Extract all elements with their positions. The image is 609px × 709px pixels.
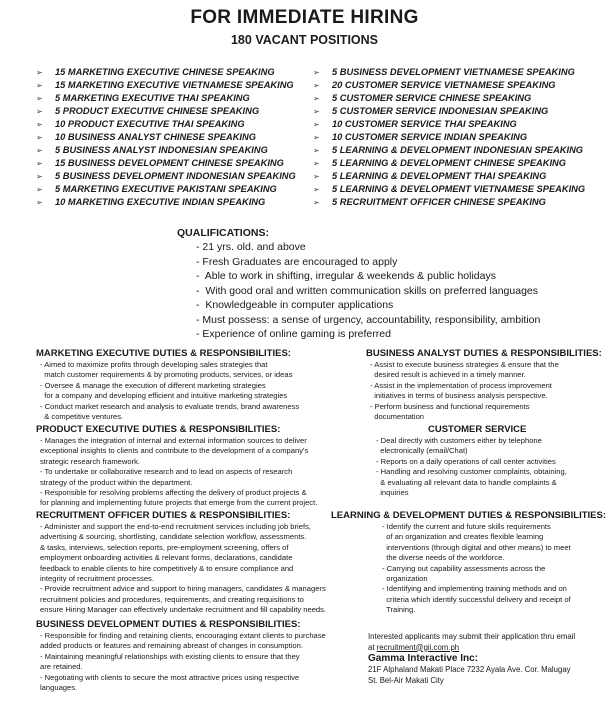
duty-line: match customer requirements & by promoting products, services, or ideas [40, 370, 293, 380]
learning-duties-list [382, 522, 571, 616]
duty-line: - Conduct market research and analysis to evaluate trends, brand awareness [40, 401, 300, 411]
duty-line: for a company and developing efficient and intuitive marketing strategies [40, 391, 288, 401]
qualification-item: - 21 yrs. old. and above [196, 241, 306, 253]
analyst-duties-list [370, 360, 559, 422]
learning-duties-title: LEARNING & DEVELOPMENT DUTIES & RESPONSIBILITIES: [331, 510, 606, 521]
position-label: 5 LEARNING & DEVELOPMENT THAI SPEAKING [332, 171, 547, 181]
position-item [313, 131, 603, 144]
position-label: 5 LEARNING & DEVELOPMENT VIETNAMESE SPEAKING [332, 184, 586, 194]
contact-block [368, 632, 575, 686]
duty-line: for planning and implementing future projects that emerge from the current project. [40, 498, 318, 508]
position-item [36, 79, 306, 92]
duty-line: the diverse needs of the workforce. [382, 553, 505, 563]
position-label: 5 BUSINESS DEVELOPMENT INDONESIAN SPEAKING [55, 171, 296, 181]
page-title: FOR IMMEDIATE HIRING [190, 7, 419, 28]
duty-line: - Manages the integration of internal and external information sources to deliver [40, 436, 307, 445]
duty-line: - Identify the current and future skills requirements [382, 522, 551, 531]
position-label: 10 BUSINESS ANALYST CHINESE SPEAKING [55, 132, 256, 142]
position-item [36, 131, 306, 144]
arrow-bullet-icon: ➢ [313, 68, 320, 77]
analyst-duties-title: BUSINESS ANALYST DUTIES & RESPONSIBILITIES: [366, 348, 602, 359]
duty-line: - Assist in the implementation of process improvement [370, 380, 552, 390]
position-label: 15 MARKETING EXECUTIVE VIETNAMESE SPEAKING [55, 80, 294, 90]
marketing-duties-title: MARKETING EXECUTIVE DUTIES & RESPONSIBILITIES: [36, 348, 291, 359]
address-line-2: St. Bel-Air Makati City [368, 675, 444, 685]
duty-line: recruitment policies and procedures, requirements, and creating requisitions to [40, 594, 304, 604]
position-item [36, 183, 306, 196]
arrow-bullet-icon: ➢ [313, 198, 320, 207]
arrow-bullet-icon: ➢ [313, 172, 320, 181]
arrow-bullet-icon: ➢ [36, 172, 43, 181]
position-item [36, 144, 306, 157]
arrow-bullet-icon: ➢ [313, 81, 320, 90]
position-label: 5 CUSTOMER SERVICE INDONESIAN SPEAKING [332, 106, 549, 116]
page-subtitle: 180 VACANT POSITIONS [230, 33, 379, 47]
position-label: 5 BUSINESS DEVELOPMENT VIETNAMESE SPEAKING [332, 67, 575, 77]
duty-line: - Negotiating with clients to secure the most attractive prices using respective [40, 672, 300, 682]
arrow-bullet-icon: ➢ [36, 94, 43, 103]
duty-line: strategy of the product within the department. [40, 477, 193, 487]
duty-line: - Deal directly with customers either by telephone [376, 436, 542, 445]
position-item [36, 92, 306, 105]
duty-line: & tasks, interviews, selection reports, pre-employment screening, offers of [40, 542, 289, 552]
duty-line: - Aimed to maximize profits through developing sales strategies that [40, 360, 268, 369]
duty-line: employment onboarding activities & relevant forms, declarations, candidate [40, 553, 293, 563]
qualification-item: - With good oral and written communication skills on preferred languages [196, 284, 539, 297]
position-label: 10 CUSTOMER SERVICE THAI SPEAKING [332, 119, 517, 129]
duty-line: - Handling and resolving customer complaints, obtaining, [376, 467, 567, 477]
position-label: 10 CUSTOMER SERVICE INDIAN SPEAKING [332, 132, 528, 142]
qualification-item: - Knowledgeable in computer applications [196, 299, 394, 311]
duty-line: - To undertake or collaborative research and to lead on aspects of research [40, 467, 293, 477]
duty-line: exceptional insights to clients and contribute to the development of a company's [40, 446, 309, 456]
duty-line: advertising & sourcing, shortlisting, candidate selection workflow, assessments. [40, 532, 307, 542]
positions-list-right [313, 66, 603, 209]
position-item [313, 118, 603, 131]
position-item [313, 170, 603, 183]
position-item [36, 66, 306, 79]
marketing-duties-list [40, 360, 299, 422]
position-item [313, 66, 603, 79]
position-item [36, 170, 306, 183]
qualifications-title: QUALIFICATIONS: [177, 227, 269, 239]
duty-line: Training. [382, 605, 416, 615]
position-label: 5 RECRUITMENT OFFICER CHINESE SPEAKING [332, 197, 546, 207]
duty-line: - Identifying and implementing training methods and on [382, 584, 567, 594]
email-line [368, 643, 575, 654]
duty-line: & evaluating all relevant data to handle complaints & [376, 477, 557, 487]
bizdev-duties-title: BUSINESS DEVELOPMENT DUTIES & RESPONSIBILITIES: [36, 619, 301, 630]
arrow-bullet-icon: ➢ [36, 107, 43, 116]
qualification-item: - Fresh Graduates are encouraged to apply [196, 255, 398, 268]
position-item [313, 183, 603, 196]
position-label: 5 BUSINESS ANALYST INDONESIAN SPEAKING [55, 145, 268, 155]
customer-service-title: CUSTOMER SERVICE [428, 424, 527, 435]
position-item [313, 92, 603, 105]
duty-line: interventions (through digital and other means) to meet [382, 542, 571, 552]
bizdev-duties-list [40, 631, 326, 693]
position-item [36, 105, 306, 118]
duty-line: organization [382, 573, 428, 583]
duty-line: languages. [40, 682, 78, 692]
arrow-bullet-icon: ➢ [36, 133, 43, 142]
arrow-bullet-icon: ➢ [313, 120, 320, 129]
arrow-bullet-icon: ➢ [36, 81, 43, 90]
company-name: Gamma Interactive Inc: [368, 653, 479, 664]
position-item [313, 105, 603, 118]
duty-line: documentation [370, 411, 425, 421]
arrow-bullet-icon: ➢ [313, 94, 320, 103]
position-label: 20 CUSTOMER SERVICE VIETNAMESE SPEAKING [332, 80, 556, 90]
position-label: 15 BUSINESS DEVELOPMENT CHINESE SPEAKING [55, 158, 284, 168]
duty-line: electronically (email/Chat) [376, 446, 468, 456]
qualifications-list [196, 240, 540, 342]
customer-service-list [376, 436, 567, 498]
duty-line: criteria which identify successful delivery and receipt of [382, 594, 571, 604]
application-instructions: Interested applicants may submit their application thru email [368, 632, 576, 641]
position-item [36, 157, 306, 170]
duty-line: - Carrying out capability assessments across the [382, 563, 546, 573]
position-label: 5 PRODUCT EXECUTIVE CHINESE SPEAKING [55, 106, 260, 116]
qualification-item: - Experience of online gaming is preferred [196, 328, 391, 340]
product-duties-list [40, 436, 317, 509]
duty-line: - Administer and support the end-to-end recruitment services including job briefs, [40, 522, 311, 531]
arrow-bullet-icon: ➢ [36, 68, 43, 77]
duty-line: inquiries [376, 487, 409, 497]
duty-line: - Oversee & manage the execution of different marketing strategies [40, 380, 266, 390]
arrow-bullet-icon: ➢ [313, 159, 320, 168]
product-duties-title: PRODUCT EXECUTIVE DUTIES & RESPONSIBILITIES: [36, 424, 281, 435]
duty-line: added products or features and remaining abreast of changes in consumption. [40, 641, 303, 651]
duty-line: - Responsible for resolving problems affecting the delivery of product projects & [40, 487, 307, 497]
duty-line: & competitive ventures. [40, 411, 124, 421]
recruitment-email-link[interactable]: recruitment@gii.com.ph [376, 642, 460, 652]
positions-list-left [36, 66, 306, 209]
position-label: 15 MARKETING EXECUTIVE CHINESE SPEAKING [55, 67, 275, 77]
position-item [313, 79, 603, 92]
position-label: 5 LEARNING & DEVELOPMENT CHINESE SPEAKING [332, 158, 567, 168]
arrow-bullet-icon: ➢ [36, 146, 43, 155]
duty-line: - Perform business and functional requirements [370, 401, 530, 411]
email-prefix: at [368, 642, 377, 652]
duty-line: of an organization and creates flexible learning [382, 532, 544, 542]
duty-line: - Maintaining meaningful relationships with existing clients to ensure that they [40, 651, 300, 661]
arrow-bullet-icon: ➢ [313, 185, 320, 194]
position-label: 10 MARKETING EXECUTIVE INDIAN SPEAKING [55, 197, 266, 207]
arrow-bullet-icon: ➢ [36, 120, 43, 129]
position-item [313, 196, 603, 209]
arrow-bullet-icon: ➢ [36, 198, 43, 207]
arrow-bullet-icon: ➢ [313, 133, 320, 142]
recruitment-duties-list [40, 522, 326, 616]
duty-line: - Responsible for finding and retaining clients, encouraging extant clients to purchase [40, 631, 326, 640]
duty-line: - Reports on a daily operations of call center activities [376, 456, 556, 466]
position-label: 5 LEARNING & DEVELOPMENT INDONESIAN SPEAKING [332, 145, 584, 155]
position-item [36, 118, 306, 131]
duty-line: desired result is achieved in a timely manner. [370, 370, 526, 380]
qualification-item: - Able to work in shifting, irregular & weekends & public holidays [196, 270, 496, 282]
qualification-item: - Must possess: a sense of urgency, accountability, responsibility, ambition [196, 313, 541, 326]
position-label: 5 MARKETING EXECUTIVE PAKISTANI SPEAKING [55, 184, 277, 194]
position-item [36, 196, 306, 209]
recruitment-duties-title: RECRUITMENT OFFICER DUTIES & RESPONSIBILITIES: [36, 510, 291, 521]
address-line-1: 21F Alphaland Makati Place 7232 Ayala Ave. Cor. Malugay [368, 665, 571, 674]
arrow-bullet-icon: ➢ [36, 159, 43, 168]
position-label: 10 PRODUCT EXECUTIVE THAI SPEAKING [55, 119, 245, 129]
arrow-bullet-icon: ➢ [313, 146, 320, 155]
duty-line: integrity of recruitment processes. [40, 573, 154, 583]
position-label: 5 CUSTOMER SERVICE CHINESE SPEAKING [332, 93, 532, 103]
duty-line: initiatives in terms of business analysis perspective. [370, 391, 548, 401]
arrow-bullet-icon: ➢ [313, 107, 320, 116]
position-item [313, 157, 603, 170]
duty-line: - Assist to execute business strategies & ensure that the [370, 360, 559, 369]
duty-line: strategic research framework. [40, 456, 141, 466]
duty-line: - Provide recruitment advice and support to hiring managers, candidates & managers [40, 584, 326, 594]
arrow-bullet-icon: ➢ [36, 185, 43, 194]
duty-line: are retained. [40, 662, 83, 672]
duty-line: ensure Hiring Manager can effectively undertake recruitment and fill capability needs. [40, 605, 327, 615]
position-label: 5 MARKETING EXECUTIVE THAI SPEAKING [55, 93, 250, 103]
position-item [313, 144, 603, 157]
duty-line: feedback to enable clients to hire competitively & to ensure compliance and [40, 563, 294, 573]
